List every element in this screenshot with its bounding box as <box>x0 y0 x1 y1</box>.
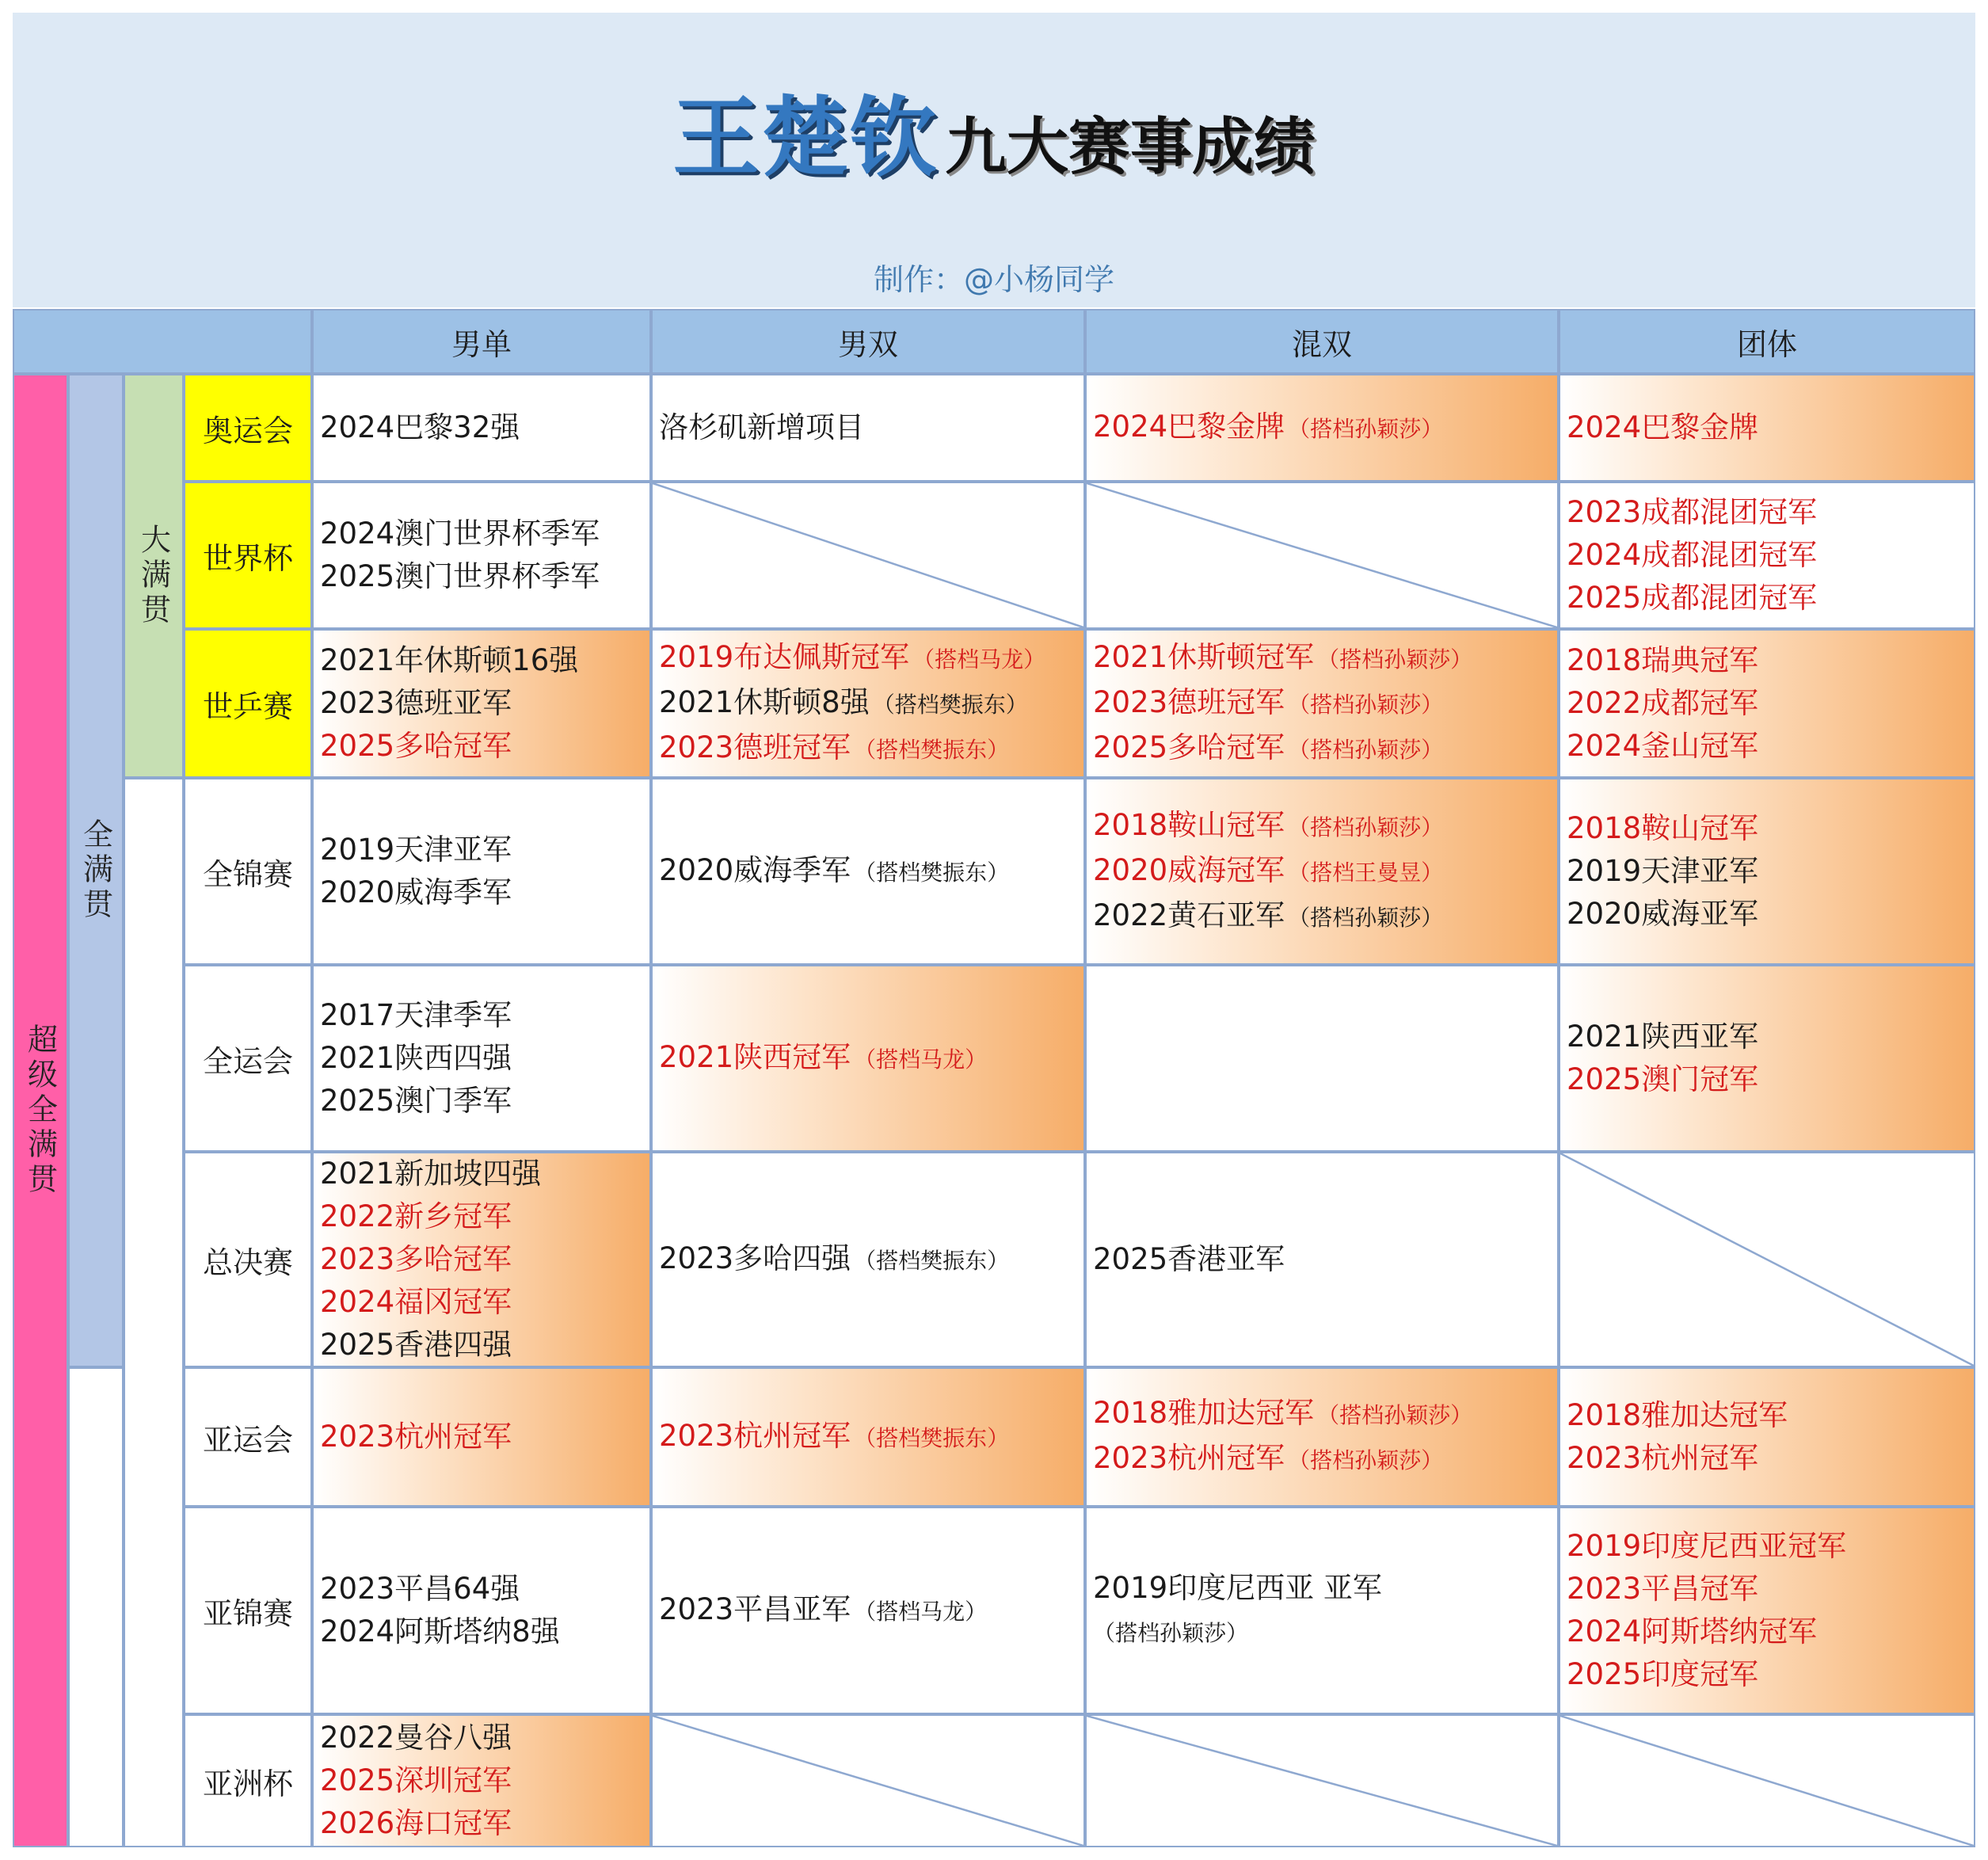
result-text: 2019天津亚军 <box>320 833 512 867</box>
empty-cell-diagonal <box>1087 483 1557 627</box>
event-name: 亚锦赛 <box>184 1507 312 1714</box>
event-name: 奥运会 <box>184 374 312 482</box>
result-entry <box>1567 1437 1974 1480</box>
result-entry <box>320 1610 649 1653</box>
result-cell-mixed <box>1085 629 1559 778</box>
result-text: 2017天津季军 <box>320 998 512 1032</box>
result-cell-singles <box>312 778 651 965</box>
result-cell-doubles <box>651 965 1085 1152</box>
group-label: 大满贯 <box>135 524 171 628</box>
result-cell-singles <box>312 629 651 778</box>
result-text: 2023杭州冠军 <box>1093 1441 1285 1475</box>
column-header: 男双 <box>651 309 1085 374</box>
result-text: 2024阿斯塔纳8强 <box>320 1614 560 1648</box>
page-title <box>13 68 1975 193</box>
empty-cell-diagonal <box>1560 1153 1974 1366</box>
result-cell-team <box>1559 482 1975 629</box>
result-text: 2018雅加达冠军 <box>1567 1398 1788 1432</box>
result-text: 2018雅加达冠军 <box>1093 1396 1315 1430</box>
result-text: 2021休斯顿8强 <box>659 684 870 719</box>
partner-note: （搭档樊振东） <box>854 736 1010 763</box>
partner-note: （搭档樊振东） <box>872 691 1028 718</box>
result-text: 2025多哈冠军 <box>1093 730 1285 764</box>
result-text: 2022新乡冠军 <box>320 1199 512 1233</box>
result-entry <box>320 829 649 871</box>
result-cell-singles <box>312 482 651 629</box>
result-text: 2019布达佩斯冠军 <box>659 639 910 674</box>
result-entry <box>320 1717 649 1759</box>
result-entry <box>320 1568 649 1610</box>
result-entry <box>1567 682 1974 725</box>
result-text: 2025印度冠军 <box>1567 1657 1759 1691</box>
result-entry <box>320 725 649 768</box>
result-text: 2023德班亚军 <box>320 686 512 720</box>
result-cell-team <box>1559 965 1975 1152</box>
result-text: 2024巴黎金牌 <box>1093 409 1285 444</box>
result-cell-team <box>1559 1367 1975 1507</box>
partner-note: （搭档马龙） <box>854 1598 988 1625</box>
partner-note: （搭档孙颖莎） <box>1317 1402 1473 1428</box>
result-cell-mixed <box>1085 482 1559 629</box>
result-text: 2018瑞典冠军 <box>1567 643 1759 677</box>
partner-note: （搭档马龙） <box>854 1046 988 1073</box>
result-cell-doubles <box>651 778 1085 965</box>
result-entry <box>659 1415 1083 1460</box>
result-text: 2019天津亚军 <box>1567 854 1759 888</box>
empty-cell-diagonal <box>1087 1716 1557 1846</box>
header-corner <box>13 309 312 374</box>
partner-note: （搭档孙颖莎） <box>1288 736 1444 763</box>
result-text: 2019印度尼西亚 亚军 <box>1093 1570 1382 1605</box>
result-entry <box>1567 406 1974 449</box>
result-entry <box>1567 639 1974 682</box>
result-text: 2023平昌冠军 <box>1567 1572 1759 1606</box>
result-text: 2024澳门世界杯季军 <box>320 516 600 551</box>
result-text: 2025多哈冠军 <box>320 729 512 763</box>
result-text: 2020威海季军 <box>659 852 851 887</box>
result-cell-mixed <box>1085 778 1559 965</box>
result-entry <box>1093 1392 1557 1437</box>
result-entry <box>1093 849 1557 894</box>
result-entry <box>659 1588 1083 1633</box>
result-cell-singles <box>312 1152 651 1367</box>
result-cell-doubles <box>651 1714 1085 1847</box>
result-cell-mixed <box>1085 965 1559 1152</box>
result-text: 2023德班冠军 <box>659 730 851 764</box>
event-name: 总决赛 <box>184 1152 312 1367</box>
event-name: 全锦赛 <box>184 778 312 965</box>
partner-note: （搭档樊振东） <box>854 1247 1010 1274</box>
column-header: 团体 <box>1559 309 1975 374</box>
result-entry <box>1567 1016 1974 1058</box>
result-entry <box>1093 636 1557 681</box>
result-cell-doubles <box>651 1152 1085 1367</box>
result-entry <box>320 1153 649 1195</box>
result-cell-mixed <box>1085 1507 1559 1714</box>
result-text: 2022黄石亚军 <box>1093 898 1285 932</box>
event-name: 全运会 <box>184 965 312 1152</box>
partner-note: （搭档孙颖莎） <box>1288 1447 1444 1473</box>
group-spacer <box>124 778 184 1847</box>
result-text: 2025澳门季军 <box>320 1084 512 1118</box>
result-entry <box>1567 1058 1974 1101</box>
result-cell-singles <box>312 1507 651 1714</box>
result-entry <box>1093 406 1557 451</box>
partner-note: （搭档孙颖莎） <box>1288 415 1444 442</box>
partner-note: （搭档马龙） <box>912 646 1046 673</box>
result-entry <box>1093 1610 1557 1655</box>
partner-note: （搭档孙颖莎） <box>1288 904 1444 931</box>
result-text: 2023平昌64强 <box>320 1572 520 1606</box>
title-subject: 九大赛事成绩 <box>944 112 1316 183</box>
result-text: 2025深圳冠军 <box>320 1763 512 1797</box>
result-text: 2024巴黎金牌 <box>1567 410 1759 444</box>
result-entry <box>1567 1610 1974 1653</box>
result-entry <box>659 406 1083 449</box>
column-header: 男单 <box>312 309 651 374</box>
partner-note: （搭档孙颖莎） <box>1288 691 1444 718</box>
result-entry <box>1567 893 1974 936</box>
result-text: 2023杭州冠军 <box>659 1418 851 1453</box>
result-text: 2023杭州冠军 <box>320 1420 512 1454</box>
result-entry <box>320 1281 649 1324</box>
result-text: 2021陕西亚军 <box>1567 1020 1759 1054</box>
result-text: 2023德班冠军 <box>1093 684 1285 719</box>
results-table <box>13 309 1975 1847</box>
result-cell-team <box>1559 629 1975 778</box>
result-entry <box>1093 1437 1557 1482</box>
result-entry <box>1093 894 1557 940</box>
result-entry <box>320 555 649 598</box>
empty-cell-diagonal <box>653 1716 1083 1846</box>
result-entry <box>1567 1394 1974 1437</box>
result-entry <box>320 1324 649 1366</box>
result-cell-mixed <box>1085 374 1559 482</box>
result-cell-mixed <box>1085 1714 1559 1847</box>
result-entry <box>1093 1567 1557 1610</box>
partner-note: （搭档孙颖莎） <box>1093 1619 1249 1646</box>
result-text: 2026海口冠军 <box>320 1806 512 1840</box>
result-entry <box>1567 577 1974 619</box>
result-entry <box>320 1416 649 1458</box>
group-career-grand-slam <box>68 374 124 1367</box>
result-text: 2018鞍山冠军 <box>1093 807 1285 842</box>
result-entry <box>1567 850 1974 893</box>
result-cell-doubles <box>651 1367 1085 1507</box>
result-text: 2025澳门世界杯季军 <box>320 559 600 593</box>
result-entry <box>320 1195 649 1238</box>
result-cell-team <box>1559 1507 1975 1714</box>
result-entry <box>320 1238 649 1281</box>
partner-note: （搭档王曼昱） <box>1288 859 1444 886</box>
result-cell-doubles <box>651 374 1085 482</box>
result-cell-doubles <box>651 629 1085 778</box>
result-entry <box>320 513 649 555</box>
result-entry <box>659 681 1083 726</box>
result-text: 2020威海季军 <box>320 875 512 909</box>
result-cell-team <box>1559 374 1975 482</box>
result-entry <box>1567 807 1974 850</box>
result-text: 2022成都冠军 <box>1567 686 1759 720</box>
column-header: 混双 <box>1085 309 1559 374</box>
result-text: 2020威海亚军 <box>1567 897 1759 931</box>
result-entry <box>659 726 1083 772</box>
result-entry <box>659 1237 1083 1283</box>
result-cell-mixed <box>1085 1367 1559 1507</box>
group-spacer <box>68 1367 124 1847</box>
result-text: 2024釜山冠军 <box>1567 729 1759 763</box>
result-entry <box>1567 1525 1974 1568</box>
result-text: 2022曼谷八强 <box>320 1721 512 1755</box>
result-entry <box>1093 681 1557 726</box>
result-entry <box>320 1080 649 1122</box>
result-text: 2023多哈四强 <box>659 1241 851 1275</box>
result-entry <box>1567 1568 1974 1610</box>
result-text: 2024阿斯塔纳冠军 <box>1567 1614 1818 1648</box>
result-cell-mixed <box>1085 1152 1559 1367</box>
result-entry <box>659 849 1083 894</box>
group-grand-slam <box>124 374 184 778</box>
result-entry <box>320 1802 649 1845</box>
group-label: 全满贯 <box>78 818 113 923</box>
result-text: 2021年休斯顿16强 <box>320 643 579 677</box>
result-text: 2025澳门冠军 <box>1567 1062 1759 1096</box>
result-text: 2024巴黎32强 <box>320 410 520 444</box>
result-text: 2021休斯顿冠军 <box>1093 639 1315 674</box>
result-cell-team <box>1559 1152 1975 1367</box>
result-text: 2018鞍山冠军 <box>1567 811 1759 845</box>
group-label: 超级全满贯 <box>22 1023 58 1198</box>
partner-note: （搭档樊振东） <box>854 1424 1010 1451</box>
result-text: 2023杭州冠军 <box>1567 1441 1759 1475</box>
result-text: 2024成都混团冠军 <box>1567 538 1818 572</box>
result-entry <box>320 639 649 682</box>
result-cell-singles <box>312 965 651 1152</box>
result-text: 2024福冈冠军 <box>320 1285 512 1319</box>
title-player-name: 王楚钦 <box>672 87 939 189</box>
result-entry <box>1567 491 1974 534</box>
result-cell-singles <box>312 374 651 482</box>
result-entry <box>1093 804 1557 849</box>
result-cell-team <box>1559 1714 1975 1847</box>
empty-cell-diagonal <box>1560 1716 1974 1846</box>
event-name: 亚洲杯 <box>184 1714 312 1847</box>
result-cell-team <box>1559 778 1975 965</box>
event-name: 世乒赛 <box>184 629 312 778</box>
result-cell-singles <box>312 1367 651 1507</box>
result-entry <box>659 636 1083 681</box>
partner-note: （搭档孙颖莎） <box>1288 814 1444 840</box>
author-credit: 制作：@小杨同学 <box>873 262 1114 297</box>
empty-cell-diagonal <box>653 483 1083 627</box>
result-text: 2025香港亚军 <box>1093 1242 1285 1276</box>
result-text: 2021新加坡四强 <box>320 1157 542 1191</box>
result-text: 2025成都混团冠军 <box>1567 581 1818 615</box>
result-text: 2023成都混团冠军 <box>1567 495 1818 529</box>
result-entry <box>1093 726 1557 772</box>
result-text: 洛杉矶新增项目 <box>659 410 864 444</box>
result-text: 2023平昌亚军 <box>659 1591 851 1626</box>
result-entry <box>1567 1653 1974 1696</box>
result-cell-doubles <box>651 1507 1085 1714</box>
result-entry <box>320 682 649 725</box>
result-entry <box>1567 534 1974 577</box>
result-text: 2023多哈冠军 <box>320 1242 512 1276</box>
group-super-grand-slam <box>13 374 68 1847</box>
header-banner <box>13 13 1975 307</box>
result-text: 2020威海冠军 <box>1093 852 1285 887</box>
result-entry <box>320 406 649 449</box>
result-cell-singles <box>312 1714 651 1847</box>
result-text: 2019印度尼西亚冠军 <box>1567 1529 1847 1563</box>
result-text: 2021陕西四强 <box>320 1041 512 1075</box>
result-entry <box>320 994 649 1037</box>
result-entry <box>659 1036 1083 1081</box>
result-cell-doubles <box>651 482 1085 629</box>
result-entry <box>320 1759 649 1802</box>
partner-note: （搭档孙颖莎） <box>1317 646 1473 673</box>
result-text: 2025香港四强 <box>320 1328 512 1362</box>
result-entry <box>1567 725 1974 768</box>
result-entry <box>320 871 649 914</box>
event-name: 亚运会 <box>184 1367 312 1507</box>
partner-note: （搭档樊振东） <box>854 859 1010 886</box>
result-entry <box>1093 1238 1557 1281</box>
result-text: 2021陕西冠军 <box>659 1039 851 1074</box>
event-name: 世界杯 <box>184 482 312 629</box>
result-entry <box>320 1037 649 1080</box>
